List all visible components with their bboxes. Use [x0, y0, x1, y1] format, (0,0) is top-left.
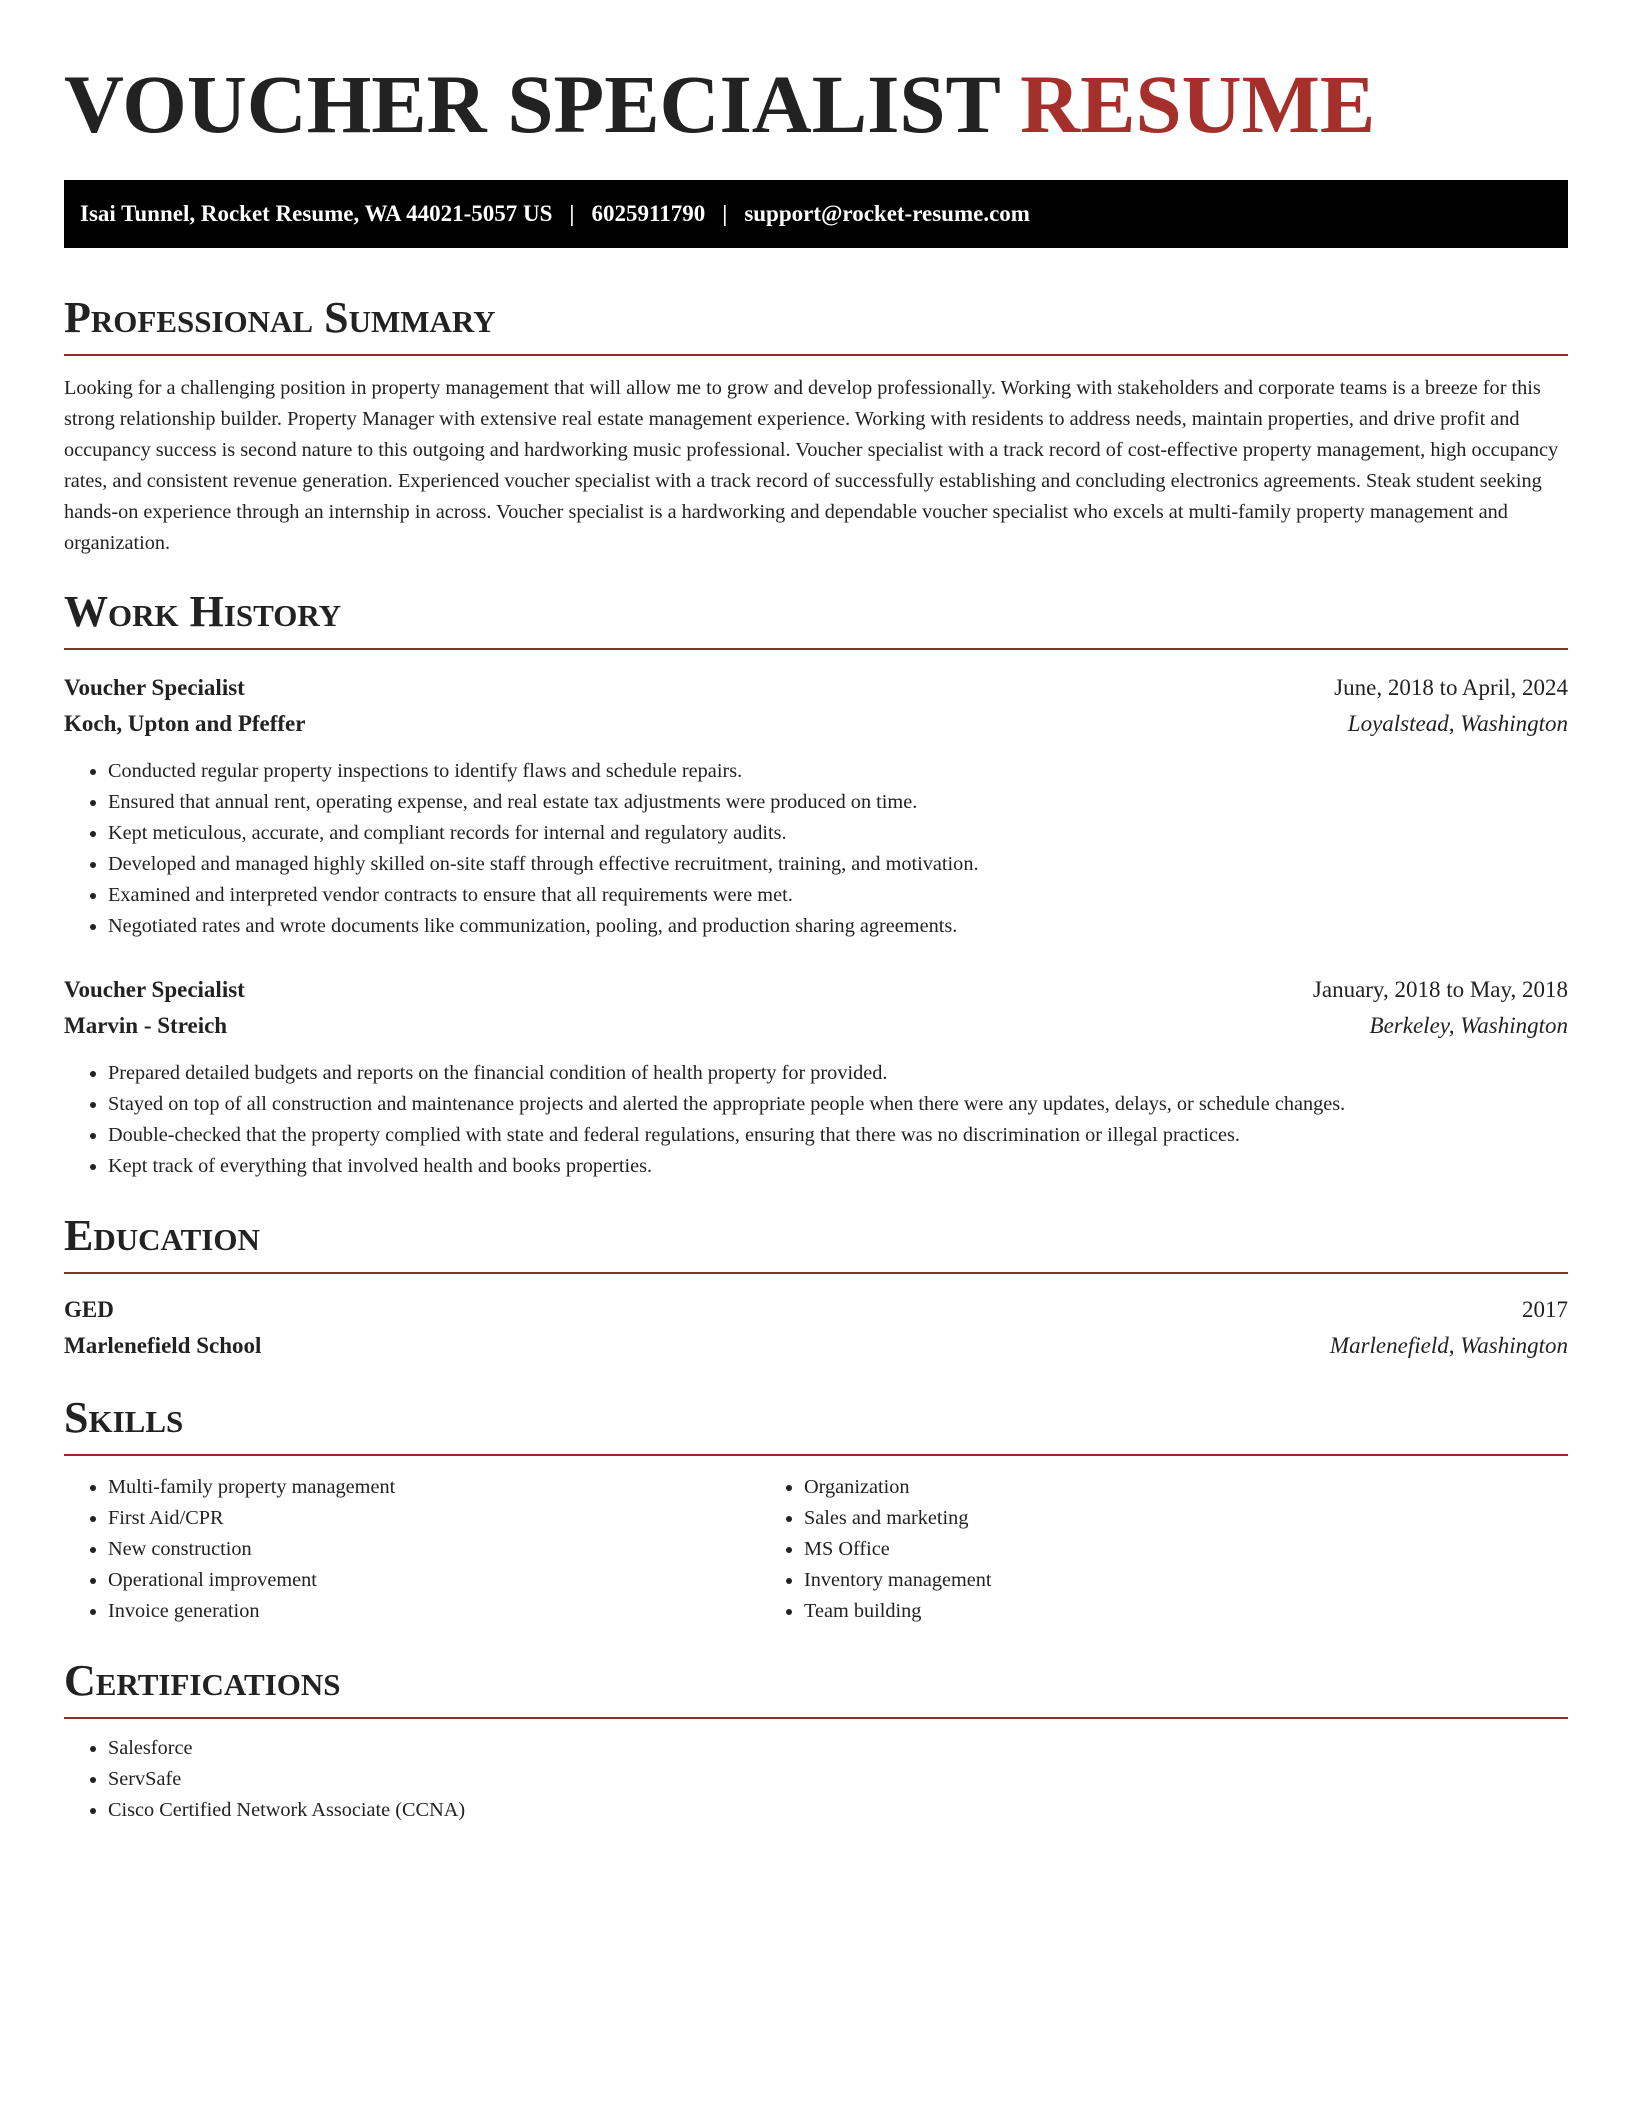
education-location: Marlenefield, Washington [1329, 1333, 1568, 1358]
contact-bar [64, 180, 1568, 248]
contact-email: support@rocket-resume.com [744, 201, 1030, 226]
job-entry [64, 670, 1568, 942]
job-company: Marvin - Streich [64, 1013, 228, 1038]
skill-item: • Organization [804, 1472, 1456, 1503]
certifications-heading: Certifications [64, 1655, 1568, 1719]
skills-columns [64, 1472, 1568, 1627]
skills-section [64, 1392, 1568, 1627]
work-history-heading: Work History [64, 586, 1568, 650]
job-bullets [64, 1058, 1568, 1182]
education-heading: Education [64, 1210, 1568, 1274]
job-title: Voucher Specialist [64, 977, 245, 1002]
summary-text: Looking for a challenging position in property management that will allow me to grow and develop professionally. Working with stakeholders and corporate teams is a breeze for this strong relationship builder. Property Manager with extensive real estate management experience. Working with residents to address needs, maintain properties, and drive profit and occupancy success is second nature to this outgoing and hardworking music professional. Voucher specialist with a track record of cost-effective property management, high occupancy rates, and consistent revenue generation. Experienced voucher specialist with a track record of successfully establishing and concluding electronics agreements. Steak student seeking hands-on experience through an internship in across. Voucher specialist is a hardworking and dependable voucher specialist who excels at multi-family property management and organization. [64, 377, 1559, 554]
job-bullet: • Kept track of everything that involved health and books properties. [108, 1151, 1568, 1182]
job-company: Koch, Upton and Pfeffer [64, 711, 306, 736]
job-bullet: • Double-checked that the property complied with state and federal regulations, ensuring that there was no discrimination or illegal practices. [108, 1120, 1568, 1151]
job-location: Berkeley, Washington [1369, 1013, 1568, 1038]
title-main: VOUCHER SPECIALIST [64, 58, 1000, 150]
certification-item: • Salesforce [108, 1733, 1568, 1764]
job-bullet: • Conducted regular property inspections to identify flaws and schedule repairs. [108, 756, 1568, 787]
job-bullets [64, 756, 1568, 942]
job-bullet: • Stayed on top of all construction and maintenance projects and alerted the appropriate people when there were any updates, delays, or schedule changes. [108, 1089, 1568, 1120]
title-accent: RESUME [1020, 58, 1376, 150]
skill-item: • MS Office [804, 1534, 1456, 1565]
education-entry [64, 1292, 1568, 1364]
skill-item: • New construction [108, 1534, 760, 1565]
certifications-section [64, 1655, 1568, 1826]
job-bullet: • Developed and managed highly skilled on-site staff through effective recruitment, training, and motivation. [108, 849, 1568, 880]
job-bullet: • Examined and interpreted vendor contracts to ensure that all requirements were met. [108, 880, 1568, 911]
skill-item: • Inventory management [804, 1565, 1456, 1596]
certification-item: • Cisco Certified Network Associate (CCNA) [108, 1795, 1568, 1826]
skill-item: • First Aid/CPR [108, 1503, 760, 1534]
job-bullet: • Prepared detailed budgets and reports on the financial condition of health property for provided. [108, 1058, 1568, 1089]
resume-title [64, 0, 1568, 150]
certification-item: • ServSafe [108, 1764, 1568, 1795]
job-bullet: • Negotiated rates and wrote documents like communization, pooling, and production sharing agreements. [108, 911, 1568, 942]
work-history-section [64, 586, 1568, 1182]
job-location: Loyalstead, Washington [1347, 711, 1568, 736]
education-section [64, 1210, 1568, 1364]
skill-item: • Operational improvement [108, 1565, 760, 1596]
job-bullet: • Ensured that annual rent, operating expense, and real estate tax adjustments were produced on time. [108, 787, 1568, 818]
contact-phone: 6025911790 [591, 201, 706, 226]
skill-item: • Multi-family property management [108, 1472, 760, 1503]
education-degree: GED [64, 1297, 114, 1322]
skills-list-right [760, 1472, 1456, 1627]
contact-separator: | [569, 201, 575, 226]
education-school: Marlenefield School [64, 1333, 262, 1358]
summary-section [64, 292, 1568, 559]
skill-item: • Sales and marketing [804, 1503, 1456, 1534]
skill-item: • Team building [804, 1596, 1456, 1627]
summary-heading: Professional Summary [64, 292, 1568, 356]
skills-heading: Skills [64, 1392, 1568, 1456]
job-title: Voucher Specialist [64, 675, 245, 700]
job-entry [64, 972, 1568, 1182]
job-bullet: • Kept meticulous, accurate, and compliant records for internal and regulatory audits. [108, 818, 1568, 849]
job-dates: June, 2018 to April, 2024 [1334, 675, 1568, 700]
job-dates: January, 2018 to May, 2018 [1312, 977, 1568, 1002]
certifications-list [64, 1733, 1568, 1826]
contact-address: Isai Tunnel, Rocket Resume, WA 44021-5057 US [80, 201, 553, 226]
skills-list-left [64, 1472, 760, 1627]
education-year: 2017 [1522, 1297, 1568, 1322]
skill-item: • Invoice generation [108, 1596, 760, 1627]
contact-separator: | [722, 201, 728, 226]
